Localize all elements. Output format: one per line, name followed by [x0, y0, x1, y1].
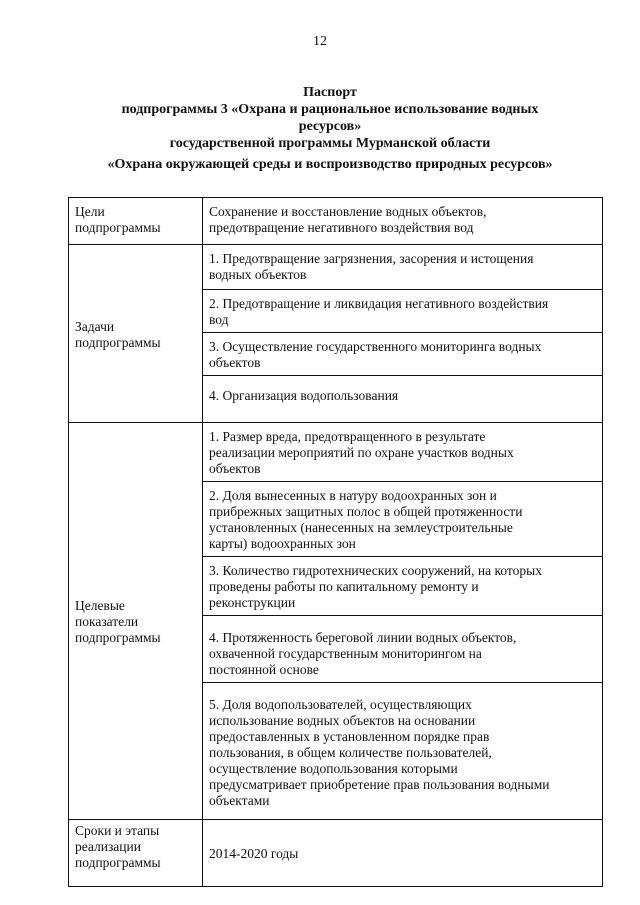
label-line: реализации — [75, 839, 141, 854]
value-line: предотвращение негативного воздействия вод — [209, 220, 474, 235]
value-line: водных объектов — [209, 267, 307, 282]
value-line: 3. Количество гидротехнических сооружений, на которых — [209, 563, 542, 578]
value-line: Сохранение и восстановление водных объектов, — [209, 204, 487, 219]
title-line: Паспорт — [303, 85, 357, 100]
title-line: «Охрана окружающей среды и воспроизводство природных ресурсов» — [107, 157, 553, 172]
value-line: 4. Организация водопользования — [209, 388, 399, 403]
value-line: проведены работы по капитальному ремонту и — [209, 579, 479, 594]
title-line: государственной программы Мурманской области — [169, 136, 491, 151]
indicator-item — [203, 423, 603, 482]
document-title — [95, 84, 565, 173]
page-number: 12 — [313, 34, 327, 49]
value-line: 4. Протяженность береговой линии водных объектов, — [209, 630, 517, 645]
value-line: установленных (нанесенных на землеустроительные — [209, 520, 513, 535]
value-line: 3. Осуществление государственного мониторинга водных — [209, 339, 542, 354]
value-line: 1. Предотвращение загрязнения, засорения и истощения — [209, 251, 534, 266]
label-line: Целевые — [75, 598, 125, 613]
table-row-task — [69, 245, 603, 290]
value-line: предоставленных в установленном порядке прав — [209, 729, 490, 744]
indicator-item — [203, 616, 603, 683]
value-line: объектов — [209, 461, 261, 476]
title-line: ресурсов» — [298, 119, 362, 134]
value-line: реализации мероприятий по охране участков водных — [209, 445, 514, 460]
value-line: 2. Предотвращение и ликвидация негативного воздействия — [209, 296, 549, 311]
label-line: показатели — [75, 614, 139, 629]
tasks-label — [69, 245, 203, 423]
label-line: Сроки и этапы — [75, 823, 160, 838]
value-line: реконструкции — [209, 595, 296, 610]
value-line: 2. Доля вынесенных в натуру водоохранных зон и — [209, 488, 497, 503]
value-line: вод — [209, 312, 229, 327]
table-row-terms — [69, 820, 603, 887]
terms-value: 2014-2020 годы — [203, 820, 603, 887]
task-item — [203, 245, 603, 290]
indicator-item — [203, 557, 603, 616]
task-item — [203, 333, 603, 376]
value-line: объектов — [209, 355, 261, 370]
label-line: Цели — [75, 204, 105, 219]
value-line: постоянной основе — [209, 662, 319, 677]
value-line: 1. Размер вреда, предотвращенного в результате — [209, 429, 486, 444]
task-item — [203, 376, 603, 423]
label-line: Задачи — [75, 318, 115, 334]
value-line: пользования, в общем количестве пользователей, — [209, 745, 492, 760]
value-line: объектами — [209, 793, 270, 808]
passport-table — [68, 197, 603, 887]
label-line: подпрограммы — [75, 334, 161, 350]
goals-label — [69, 198, 203, 245]
label-line: подпрограммы — [75, 855, 161, 870]
task-item — [203, 290, 603, 333]
value-line: использование водных объектов на основании — [209, 713, 476, 728]
value-line: осуществление водопользования которыми — [209, 761, 458, 776]
label-line: подпрограммы — [75, 630, 161, 645]
indicators-label — [69, 423, 203, 820]
label-line: подпрограммы — [75, 220, 161, 235]
table-row-goals — [69, 198, 603, 245]
indicator-item — [203, 683, 603, 820]
value-line: прибрежных защитных полос в общей протяженности — [209, 504, 523, 519]
value-line: 5. Доля водопользователей, осуществляющих — [209, 697, 472, 712]
title-line: подпрограммы 3 «Охрана и рациональное использование водных — [121, 102, 539, 117]
value-line: охваченной государственным мониторингом на — [209, 646, 482, 661]
table-row-indicator — [69, 423, 603, 482]
terms-label — [69, 820, 203, 887]
value-line: предусматривает приобретение прав пользования водными — [209, 777, 550, 792]
value-line: карты) водоохранных зон — [209, 536, 356, 551]
goals-value — [203, 198, 603, 245]
indicator-item — [203, 482, 603, 557]
